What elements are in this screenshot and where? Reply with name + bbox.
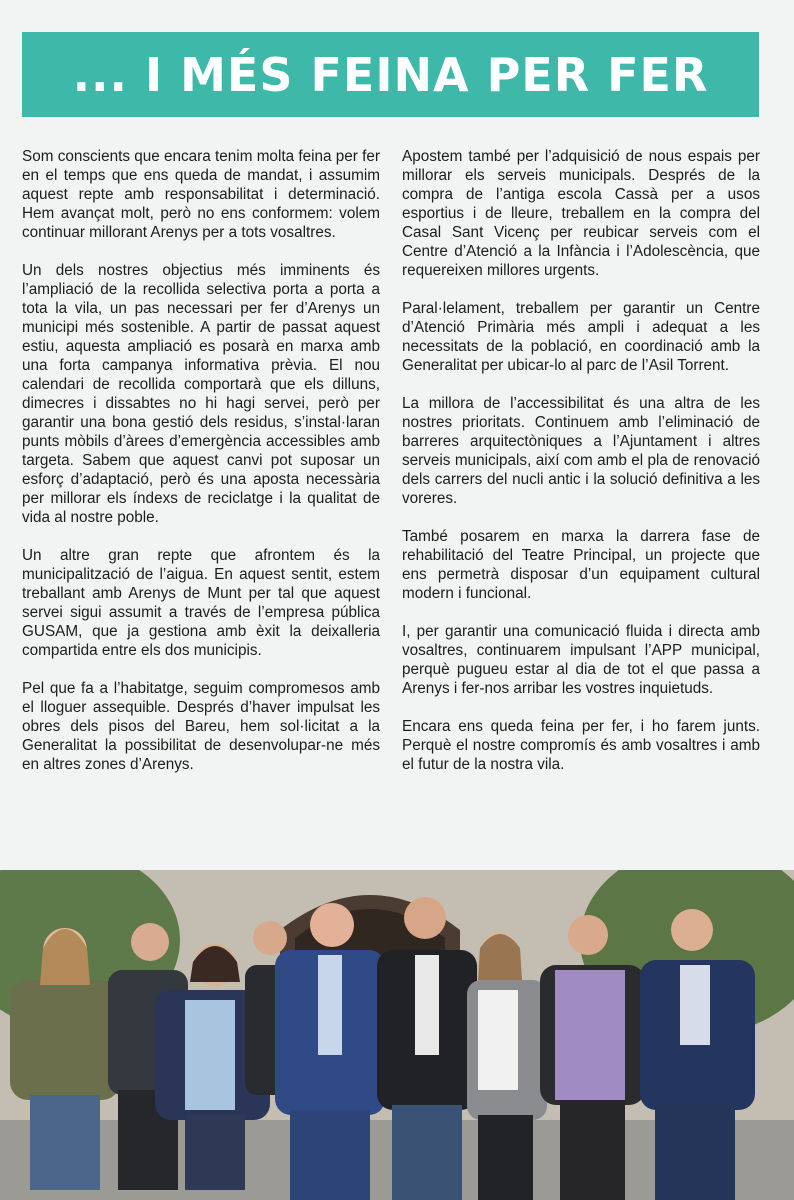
page-title: ... I MÉS FEINA PER FER (72, 47, 709, 102)
paragraph: Un dels nostres objectius més imminents és l’ampliació de la recollida selectiva porta a porta a tota la vila, un pas necessari per fer d’Arenys un municipi més sostenible. A partir de passat aquest estiu, aquesta ampliació es posarà en marxa amb una forta campanya informativa prèvia. El nou calendari de recollida comportarà que els dilluns, dimecres i dissabtes no hi hagi servei, però per garantir una bona gestió dels residus, s’instal·laran punts mòbils d’àrees d’emergència accessibles amb targeta. Sabem que aquest canvi pot suposar un esforç d’adaptació, però és una aposta necessària per millorar els índexs de reciclatge i la qualitat de vida al nostre poble. (22, 262, 380, 526)
paragraph: Pel que fa a l’habitatge, seguim compromesos amb el lloguer assequible. Després d’haver impulsat les obres dels pisos del Bareu, hem sol·licitat a la Generalitat la possibilitat de desenvolupar-ne més en altres zones d’Arenys. (22, 680, 380, 773)
paragraph: I, per garantir una comunicació fluida i directa amb vosaltres, continuarem impulsant l’APP municipal, perquè pugueu estar al dia de tot el que passa a Arenys i fer-nos arribar les vostres inquietuds. (402, 623, 760, 697)
paragraph: La millora de l’accessibilitat és una altra de les nostres prioritats. Continuem amb l’eliminació de barreres arquitectòniques a l’Ajuntament i altres serveis municipals, així com amb el pla de renovació dels carrers del nucli antic i la solució definitiva a les voreres. (402, 395, 760, 507)
right-text-column (402, 147, 760, 793)
paragraph: Som conscients que encara tenim molta feina per fer en el temps que ens queda de mandat, i assumim aquest repte amb responsabilitat i determinació. Hem avançat molt, però no ens conformem: volem continuar millorant Arenys per a tots vosaltres. (22, 148, 380, 241)
group-photo-illustration (0, 870, 794, 1200)
paragraph: Encara ens queda feina per fer, i ho farem junts. Perquè el nostre compromís és amb vosaltres i amb el futur de la nostra vila. (402, 718, 760, 773)
group-photo (0, 870, 794, 1200)
paragraph: Paral·lelament, treballem per garantir un Centre d’Atenció Primària més ampli i adequat a les necessitats de la població, en coordinació amb la Generalitat per ubicar-lo al parc de l’Asil Torrent. (402, 300, 760, 374)
title-banner (22, 32, 759, 117)
paragraph: També posarem en marxa la darrera fase de rehabilitació del Teatre Principal, un projecte que ens permetrà disposar d’un equipament cultural modern i funcional. (402, 528, 760, 602)
paragraph: Un altre gran repte que afrontem és la municipalització de l’aigua. En aquest sentit, estem treballant amb Arenys de Munt per tal que aquest servei sigui assumit a través de l’empresa pública GUSAM, que ja gestiona amb èxit la deixalleria compartida entre els dos municipis. (22, 547, 380, 659)
left-text-column (22, 147, 380, 793)
paragraph: Apostem també per l’adquisició de nous espais per millorar els serveis municipals. Després de la compra de l’antiga escola Cassà per a usos esportius i de lleure, treballem en la compra del Casal Sant Vicenç per reubicar serveis com el Centre d’Atenció a la Infància i l’Adolescència, que requereixen millores urgents. (402, 148, 760, 279)
